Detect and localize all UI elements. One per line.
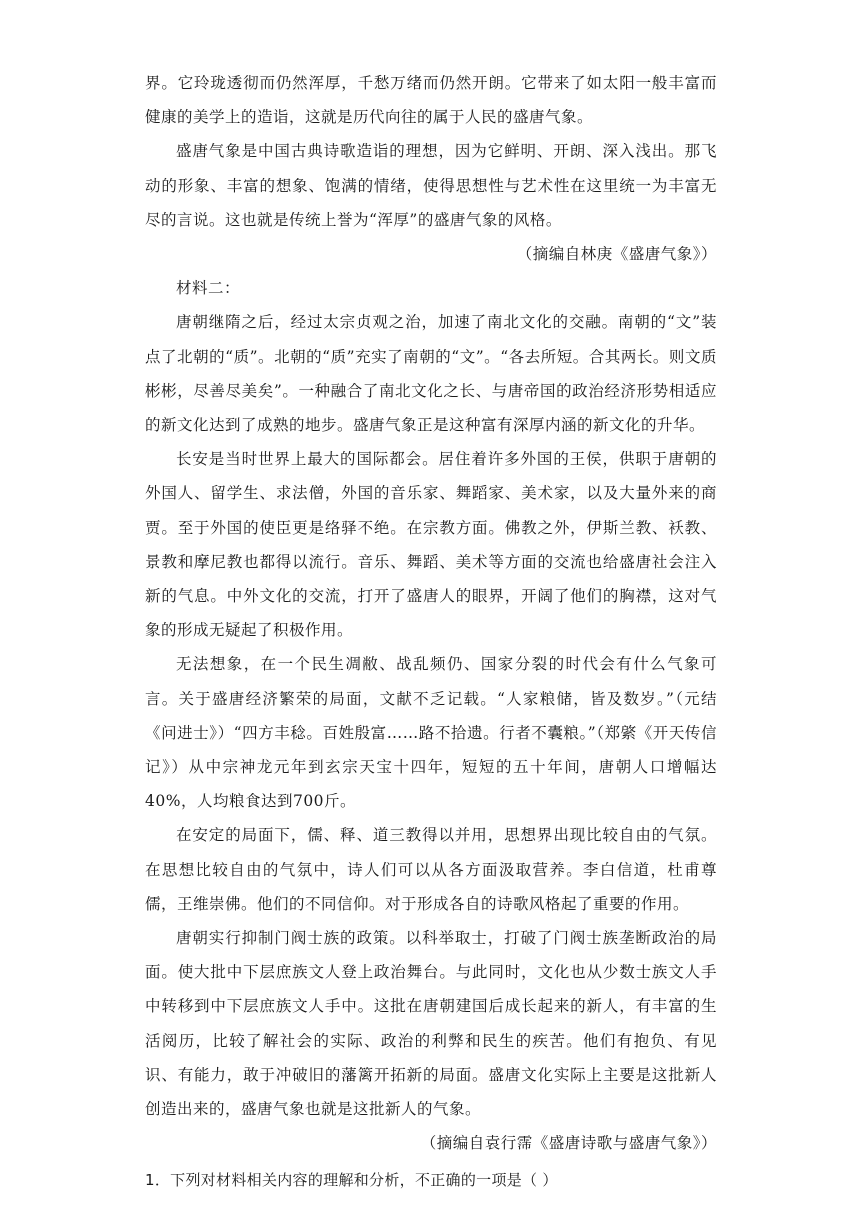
material2-source: （摘编自袁行霈《盛唐诗歌与盛唐气象》） <box>420 1134 717 1153</box>
material2-paragraph-1: 唐朝继隋之后，经过太宗贞观之治，加速了南北文化的交融。南朝的“文”装点了北朝的“质”。北朝的“质”充实了南朝的“文”。“各去所短。合其两长。则文质彬彬，尽善尽美矣”。一种融合了南北文化之长、与唐帝国的政治经济形势相适应的新文化达到了成熟的地步。盛唐气象正是这种富有深厚内涵的新文化的升华。 <box>145 313 717 435</box>
material2-paragraph-4: 在安定的局面下，儒、释、道三教得以并用，思想界出现比较自由的气氛。在思想比较自由的气氛中，诗人们可以从各方面汲取营养。李白信道，杜甫尊儒，王维崇佛。他们的不同信仰。对于形成各自的诗歌风格起了重要的作用。 <box>145 826 717 913</box>
material2-label: 材料二： <box>176 279 241 298</box>
material2-paragraph-2: 长安是当时世界上最大的国际都会。居住着许多外国的王侯，供职于唐朝的外国人、留学生、求法僧，外国的音乐家、舞蹈家、美术家，以及大量外来的商贾。至于外国的使臣更是络驿不绝。在宗教方面。佛教之外，伊斯兰教、袄教、景教和摩尼教也都得以流行。音乐、舞蹈、美术等方面的交流也给盛唐社会注入新的气息。中外文化的交流，打开了盛唐人的眼界，开阔了他们的胸襟，这对气象的形成无疑起了积极作用。 <box>145 450 717 640</box>
material2-paragraph-3: 无法想象，在一个民生凋敝、战乱频仍、国家分裂的时代会有什么气象可言。关于盛唐经济繁荣的局面，文献不乏记载。“人家粮储，皆及数岁。”（元结《问进士》）“四方丰稔。百姓殷富……路不拾遗。行者不囊粮。”（郑綮《开天传信记》）从中宗神龙元年到玄宗天宝十四年，短短的五十年间，唐朝人口增幅达40%，人均粮食达到700斤。 <box>145 655 717 811</box>
material2-paragraph-5: 唐朝实行抑制门阀士族的政策。以科举取士，打破了门阀士族垄断政治的局面。使大批中下层庶族文人登上政治舞台。与此同时，文化也从少数士族文人手中转移到中下层庶族文人手中。这批在唐朝建国后成长起来的新人，有丰富的生活阅历，比较了解社会的实际、政治的利弊和民生的疾苦。他们有抱负、有见识、有能力，敢于冲破旧的藩篱开拓新的局面。盛唐文化实际上主要是这批新人创造出来的，盛唐气象也就是这批新人的气象。 <box>145 929 717 1119</box>
material1-source: （摘编自林庚《盛唐气象》） <box>516 245 717 264</box>
material1-paragraph-2: 盛唐气象是中国古典诗歌造诣的理想，因为它鲜明、开朗、深入浅出。那飞动的形象、丰富的想象、饱满的情绪，使得思想性与艺术性在这里统一为丰富无尽的言说。这也就是传统上誉为“浑厚”的盛唐气象的风格。 <box>145 142 717 229</box>
document-page <box>145 66 717 1197</box>
question-1-stem: 1．下列对材料相关内容的理解和分析，不正确的一项是（ ） <box>145 1170 558 1189</box>
material1-paragraph-continued: 界。它玲珑透彻而仍然浑厚，千愁万绪而仍然开朗。它带来了如太阳一般丰富而健康的美学上的造诣，这就是历代向往的属于人民的盛唐气象。 <box>145 74 717 127</box>
